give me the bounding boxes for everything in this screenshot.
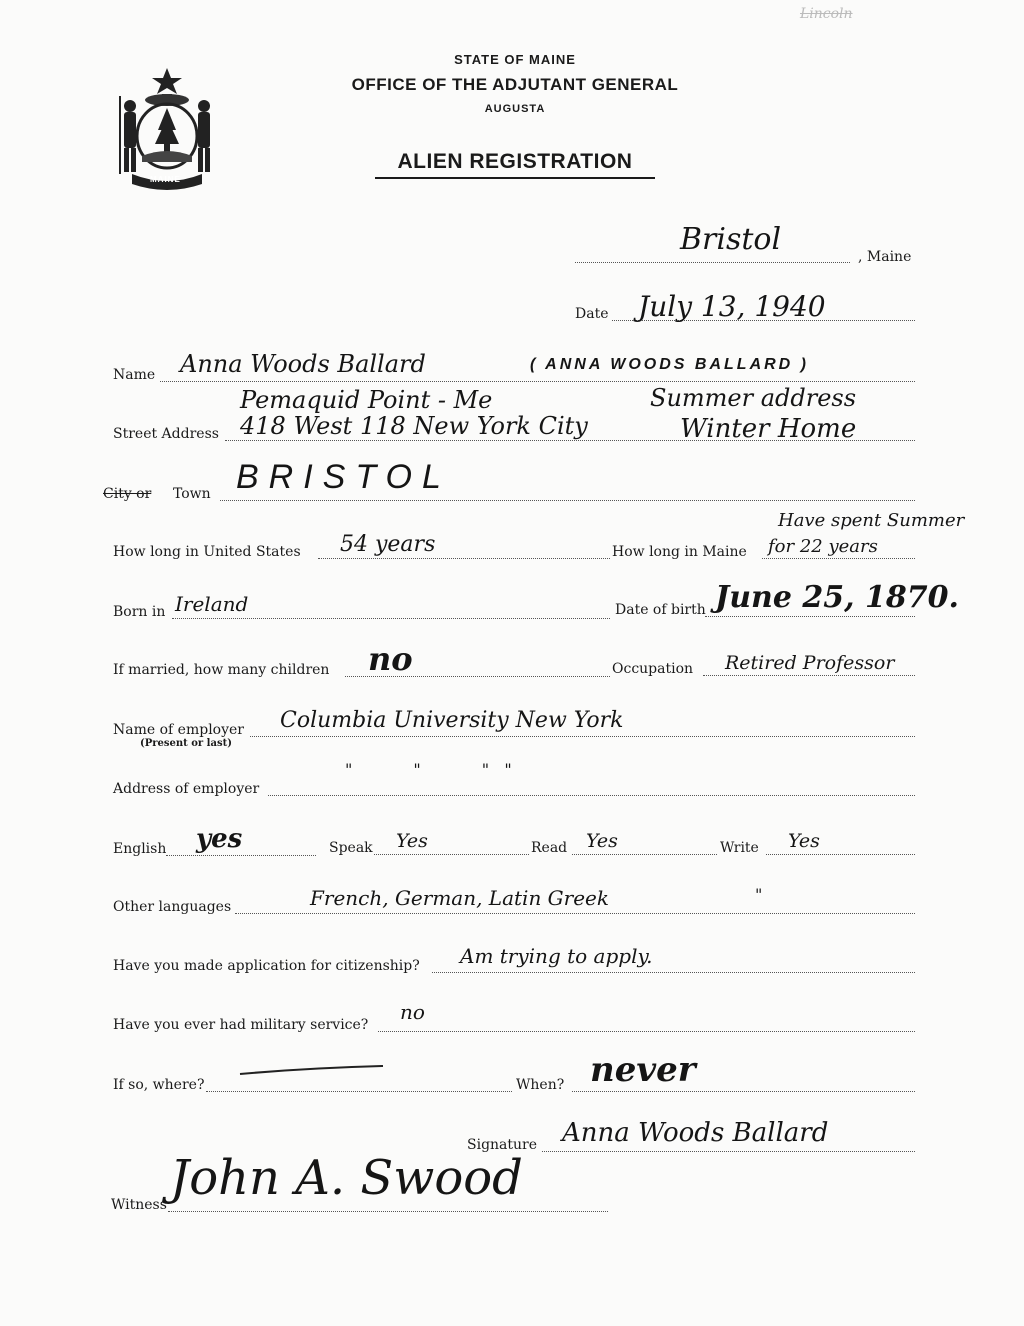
where-line: [206, 1091, 512, 1092]
write-value: Yes: [788, 830, 820, 852]
when-line: [572, 1091, 915, 1092]
other-languages-ditto: ": [755, 885, 763, 904]
witness-line: [168, 1211, 608, 1212]
date-value: July 13, 1940: [638, 290, 826, 323]
place-suffix: , Maine: [858, 249, 912, 265]
street-line2-note: Winter Home: [680, 414, 857, 444]
write-label: Write: [720, 840, 759, 856]
born-line: [172, 618, 610, 619]
military-label: Have you ever had military service?: [113, 1017, 369, 1033]
speak-value: Yes: [396, 830, 428, 852]
maine-state-seal: [112, 66, 222, 196]
citizenship-label: Have you made application for citizenship?: [113, 958, 420, 974]
street-line1-note: Summer address: [650, 384, 857, 412]
place-line: [575, 262, 850, 263]
employer-value: Columbia University New York: [280, 708, 624, 733]
header-city: AUGUSTA: [484, 103, 546, 115]
employer-sublabel: (Present or last): [140, 738, 232, 749]
name-line: [160, 381, 915, 382]
signature-label: Signature: [467, 1137, 538, 1153]
name-print: ( ANNA WOODS BALLARD ): [530, 356, 810, 373]
town-label: Town: [173, 486, 211, 502]
maine-length-line: [762, 558, 915, 559]
read-label: Read: [531, 840, 568, 856]
where-dash-mark: [238, 1062, 388, 1078]
us-length-label: How long in United States: [113, 544, 301, 560]
dob-line: [705, 616, 915, 617]
name-value: Anna Woods Ballard: [180, 350, 426, 378]
employer-address-ditto: " " " ": [345, 760, 512, 779]
speak-line: [374, 854, 529, 855]
header-state: STATE OF MAINE: [454, 52, 576, 67]
street-line2: 418 West 118 New York City: [240, 412, 588, 440]
read-line: [572, 854, 717, 855]
speak-label: Speak: [329, 840, 373, 856]
us-length-line: [318, 558, 610, 559]
employer-address-label: Address of employer: [113, 781, 260, 797]
witness-value: John A. Swood: [170, 1150, 523, 1206]
seal-banner-text: MAINE: [150, 175, 181, 184]
town-line: [220, 500, 915, 501]
place-value: Bristol: [680, 222, 782, 257]
english-line: [166, 855, 316, 856]
dob-value: June 25, 1870.: [715, 580, 959, 615]
citizenship-value: Am trying to apply.: [460, 944, 653, 968]
signature-line: [542, 1151, 915, 1152]
name-label: Name: [113, 367, 156, 383]
corner-note: Lincoln: [800, 6, 853, 22]
street-label: Street Address: [113, 426, 219, 442]
occupation-value: Retired Professor: [725, 652, 895, 674]
children-value: no: [368, 640, 413, 678]
english-label: English: [113, 841, 167, 857]
other-languages-label: Other languages: [113, 899, 232, 915]
employer-line: [250, 736, 915, 737]
write-line: [766, 854, 915, 855]
military-value: no: [400, 1000, 425, 1024]
children-label: If married, how many children: [113, 662, 330, 678]
maine-length-label: How long in Maine: [612, 544, 747, 560]
maine-length-note: Have spent Summer: [778, 510, 965, 531]
when-value: never: [590, 1050, 696, 1090]
occupation-label: Occupation: [612, 661, 694, 677]
born-value: Ireland: [175, 592, 249, 616]
occupation-line: [703, 675, 915, 676]
other-languages-line: [235, 913, 915, 914]
when-label: When?: [516, 1077, 565, 1093]
employer-address-line: [268, 795, 915, 796]
citizenship-line: [432, 972, 915, 973]
town-value: BRISTOL: [236, 458, 451, 496]
military-line: [378, 1031, 915, 1032]
date-label: Date: [575, 306, 609, 322]
header-office: OFFICE OF THE ADJUTANT GENERAL: [351, 75, 679, 94]
street-line1: Pemaquid Point - Me: [240, 386, 493, 414]
other-languages-value: French, German, Latin Greek: [310, 886, 610, 910]
english-value: yes: [196, 824, 243, 854]
maine-length-value: for 22 years: [768, 536, 878, 557]
born-label: Born in: [113, 604, 166, 620]
where-label: If so, where?: [113, 1077, 205, 1093]
title-underline: [375, 177, 655, 179]
page-title: ALIEN REGISTRATION: [397, 150, 633, 173]
town-label-struck: City or: [103, 486, 152, 502]
witness-label: Witness: [111, 1197, 167, 1213]
dob-label: Date of birth: [615, 602, 706, 618]
signature-value: Anna Woods Ballard: [562, 1118, 829, 1148]
employer-label: Name of employer: [113, 722, 244, 738]
us-length-value: 54 years: [340, 532, 436, 557]
read-value: Yes: [586, 830, 618, 852]
